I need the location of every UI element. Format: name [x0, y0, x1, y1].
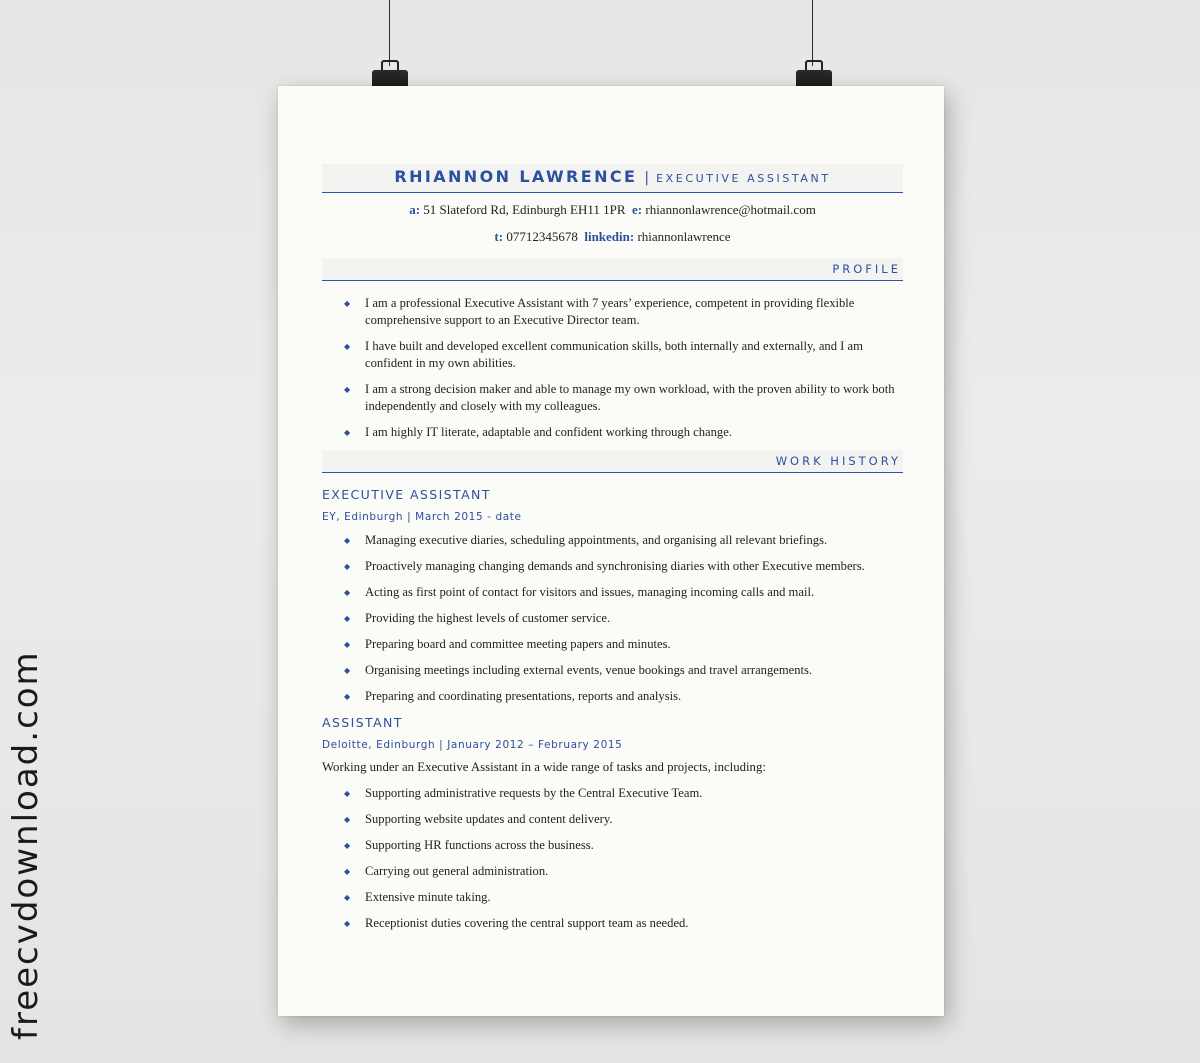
cv-page: [278, 86, 944, 1016]
profile-heading-band: [322, 258, 903, 281]
work-history-heading-band: [322, 450, 903, 473]
profile-item: ◆ I have built and developed excellent communication skills, both internally and externally, and I am confident in my own abilities.: [322, 338, 903, 372]
profile-heading: PROFILE: [832, 262, 901, 276]
header-separator: |: [644, 170, 650, 186]
linkedin-value: rhiannonlawrence: [637, 229, 731, 244]
job-duty: ◆ Supporting administrative requests by the Central Executive Team.: [322, 785, 903, 802]
job-duty: ◆ Preparing board and committee meeting papers and minutes.: [322, 636, 903, 653]
phone-value: 07712345678: [506, 229, 578, 244]
job-title: EXECUTIVE ASSISTANT: [322, 487, 491, 502]
profile-item: ◆ I am a strong decision maker and able to manage my own workload, with the proven ability to work both independently and closely with my colleagues.: [322, 381, 903, 415]
linkedin-label: linkedin:: [584, 229, 635, 244]
job-duties-list: [322, 532, 903, 705]
watermark: freecvdownload.com: [6, 650, 46, 1040]
job-meta: Deloitte, Edinburgh | January 2012 – February 2015: [322, 739, 623, 751]
job-title: ASSISTANT: [322, 715, 403, 730]
job-duty: ◆ Providing the highest levels of customer service.: [322, 610, 903, 627]
cv-role: EXECUTIVE ASSISTANT: [656, 172, 831, 185]
job-duties-list: [322, 785, 903, 932]
work-history-heading: WORK HISTORY: [775, 454, 901, 468]
job-meta: EY, Edinburgh | March 2015 - date: [322, 511, 522, 523]
profile-list: [322, 295, 903, 441]
job-duty: ◆ Carrying out general administration.: [322, 863, 903, 880]
email-label: e:: [632, 202, 643, 217]
job-duty: ◆ Extensive minute taking.: [322, 889, 903, 906]
contact-block: [322, 196, 903, 250]
email-value: rhiannonlawrence@hotmail.com: [645, 202, 816, 217]
job-duty: ◆ Preparing and coordinating presentations, reports and analysis.: [322, 688, 903, 705]
phone-label: t:: [494, 229, 504, 244]
job-duty: ◆ Organising meetings including external events, venue bookings and travel arrangements.: [322, 662, 903, 679]
contact-line-2: [322, 223, 903, 250]
hanging-string-left: [389, 0, 390, 66]
job-duty: ◆ Acting as first point of contact for visitors and issues, managing incoming calls and mail.: [322, 584, 903, 601]
cv-name: RHIANNON LAWRENCE: [394, 167, 638, 186]
profile-item: ◆ I am a professional Executive Assistant with 7 years’ experience, competent in providing flexible comprehensive support to an Executive Director team.: [322, 295, 903, 329]
address-label: a:: [409, 202, 421, 217]
job-duty: ◆ Proactively managing changing demands and synchronising diaries with other Executive members.: [322, 558, 903, 575]
cv-content: [322, 164, 903, 941]
job-duty: ◆ Managing executive diaries, scheduling appointments, and organising all relevant briefings.: [322, 532, 903, 549]
address-value: 51 Slateford Rd, Edinburgh EH11 1PR: [423, 202, 626, 217]
job-duty: ◆ Receptionist duties covering the central support team as needed.: [322, 915, 903, 932]
profile-item: ◆ I am highly IT literate, adaptable and confident working through change.: [322, 424, 903, 441]
job-duty: ◆ Supporting website updates and content delivery.: [322, 811, 903, 828]
job-duty: ◆ Supporting HR functions across the business.: [322, 837, 903, 854]
cv-header: [322, 164, 903, 193]
job-intro: Working under an Executive Assistant in a wide range of tasks and projects, including:: [322, 760, 766, 774]
hanging-string-right: [812, 0, 813, 66]
contact-line-1: [322, 196, 903, 223]
